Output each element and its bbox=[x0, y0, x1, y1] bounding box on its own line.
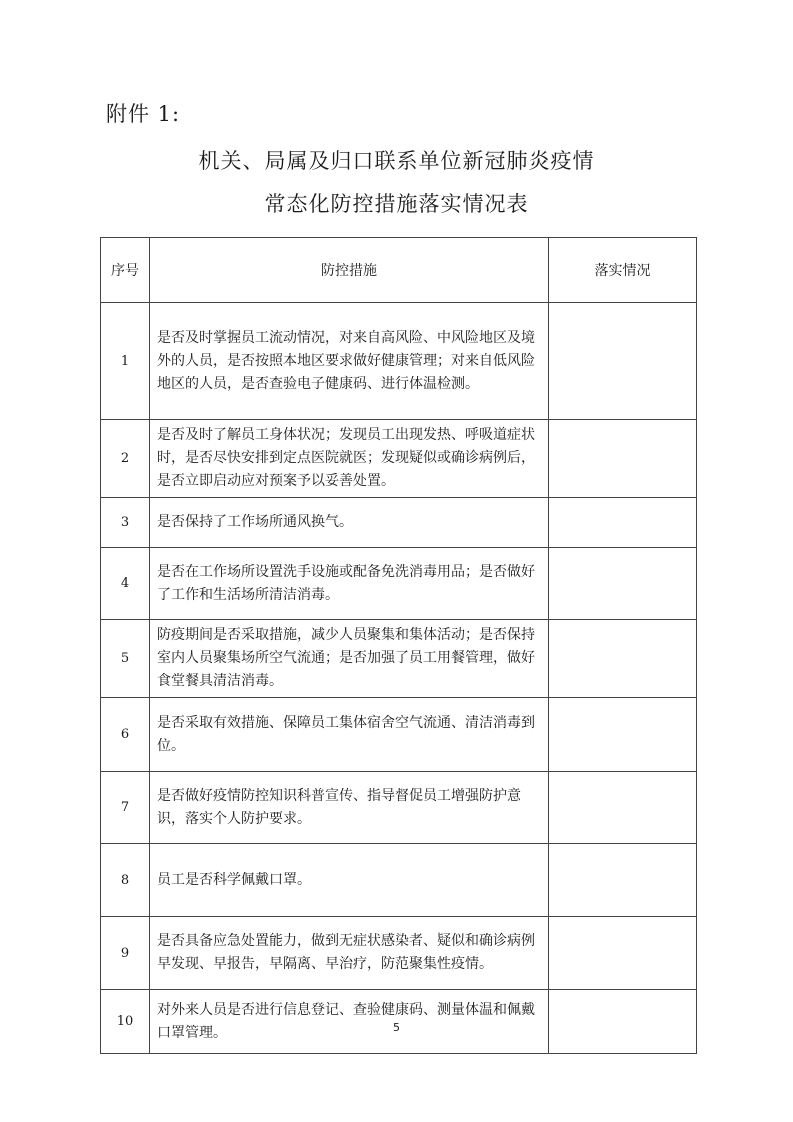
row-status-cell[interactable] bbox=[549, 498, 697, 548]
row-measure: 员工是否科学佩戴口罩。 bbox=[150, 844, 549, 917]
table-row bbox=[101, 772, 697, 844]
table-row bbox=[101, 917, 697, 990]
row-measure: 防疫期间是否采取措施，减少人员聚集和集体活动；是否保持室内人员聚集场所空气流通；是否加强了员工用餐管理，做好食堂餐具清洁消毒。 bbox=[150, 620, 549, 698]
table-row bbox=[101, 844, 697, 917]
header-measures: 防控措施 bbox=[150, 238, 549, 303]
page-number: 5 bbox=[393, 1021, 400, 1034]
document-title-line-2: 常态化防控措施落实情况表 bbox=[264, 192, 529, 216]
row-number: 8 bbox=[101, 844, 150, 917]
row-measure: 对外来人员是否进行信息登记、查验健康码、测量体温和佩戴口罩管理。 bbox=[150, 990, 549, 1054]
table-header-row bbox=[101, 238, 697, 303]
row-status-cell[interactable] bbox=[549, 772, 697, 844]
row-status-cell[interactable] bbox=[549, 917, 697, 990]
row-status-cell[interactable] bbox=[549, 303, 697, 420]
row-number: 4 bbox=[101, 548, 150, 620]
table-row bbox=[101, 620, 697, 698]
row-number: 1 bbox=[101, 303, 150, 420]
row-status-cell[interactable] bbox=[549, 620, 697, 698]
row-measure: 是否具备应急处置能力，做到无症状感染者、疑似和确诊病例早发现、早报告，早隔离、早治疗，防范聚集性疫情。 bbox=[150, 917, 549, 990]
row-number: 9 bbox=[101, 917, 150, 990]
table-row bbox=[101, 498, 697, 548]
row-status-cell[interactable] bbox=[549, 844, 697, 917]
measures-table bbox=[100, 237, 697, 1054]
row-measure: 是否做好疫情防控知识科普宣传、指导督促员工增强防护意识，落实个人防护要求。 bbox=[150, 772, 549, 844]
table-row bbox=[101, 303, 697, 420]
row-measure: 是否在工作场所设置洗手设施或配备免洗消毒用品；是否做好了工作和生活场所清洁消毒。 bbox=[150, 548, 549, 620]
document-title-line-1: 机关、局属及归口联系单位新冠肺炎疫情 bbox=[198, 149, 595, 173]
attachment-label: 附件 1: bbox=[106, 102, 181, 126]
row-number: 6 bbox=[101, 698, 150, 772]
row-status-cell[interactable] bbox=[549, 548, 697, 620]
table-row bbox=[101, 698, 697, 772]
row-number: 3 bbox=[101, 498, 150, 548]
row-status-cell[interactable] bbox=[549, 420, 697, 498]
row-status-cell[interactable] bbox=[549, 698, 697, 772]
table-row bbox=[101, 420, 697, 498]
row-number: 5 bbox=[101, 620, 150, 698]
row-measure: 是否及时了解员工身体状况；发现员工出现发热、呼吸道症状时，是否尽快安排到定点医院就医；发现疑似或确诊病例后，是否立即启动应对预案予以妥善处置。 bbox=[150, 420, 549, 498]
row-number: 7 bbox=[101, 772, 150, 844]
row-measure: 是否及时掌握员工流动情况，对来自高风险、中风险地区及境外的人员，是否按照本地区要求做好健康管理；对来自低风险地区的人员，是否查验电子健康码、进行体温检测。 bbox=[150, 303, 549, 420]
header-serial-number: 序号 bbox=[101, 238, 150, 303]
row-number: 2 bbox=[101, 420, 150, 498]
table-row bbox=[101, 548, 697, 620]
row-number: 10 bbox=[101, 990, 150, 1054]
row-measure: 是否采取有效措施、保障员工集体宿舍空气流通、清洁消毒到位。 bbox=[150, 698, 549, 772]
header-implementation-status: 落实情况 bbox=[549, 238, 697, 303]
row-measure: 是否保持了工作场所通风换气。 bbox=[150, 498, 549, 548]
